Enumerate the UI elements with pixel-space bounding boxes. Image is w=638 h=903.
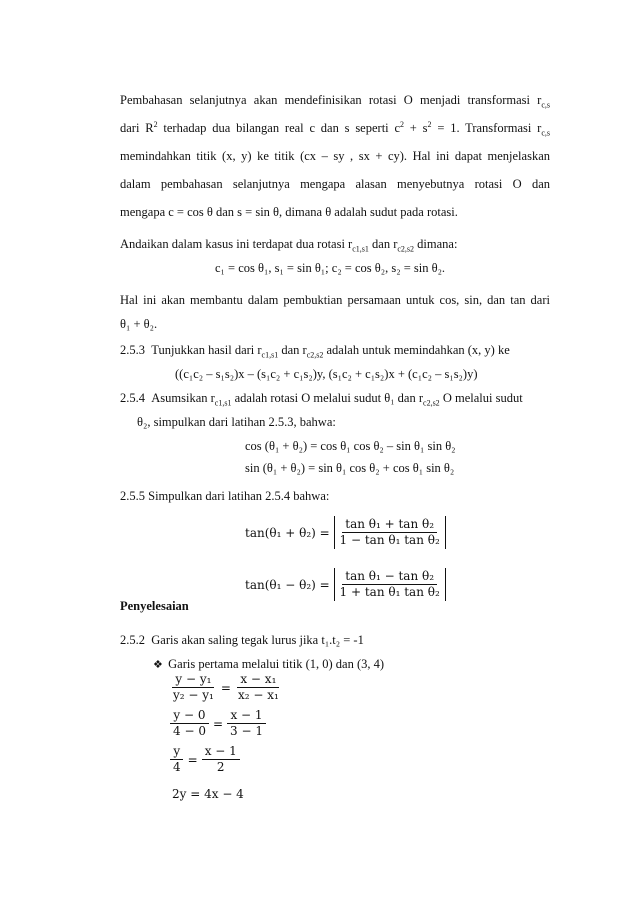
item-2-5-5: 2.5.5 Simpulkan dari latihan 2.5.4 bahwa: <box>120 489 330 503</box>
eq1-right-num: x − x₁ <box>237 672 279 688</box>
tan-sum-numerator: tan θ₁ + tan θ₂ <box>342 517 437 533</box>
item-2-5-4: 2.5.4 Asumsikan $r_{c1,s1}$ adalah rotasi O melalui sudut θ₁ dan $r_{c2,s2}$ O melalui sudut <box>120 391 523 408</box>
eq3-equals: = <box>187 752 198 767</box>
line-equation-substituted <box>170 708 266 739</box>
p1-line-5: mengapa c = cos θ dan s = sin θ, dimana θ adalah sudut pada rotasi. <box>120 205 458 219</box>
solution-heading: Penyelesaian <box>120 599 189 613</box>
line-equation-result: 2y = 4x − 4 <box>172 787 244 801</box>
eq2-right-den: 3 − 1 <box>230 724 263 738</box>
p1-line-1: Pembahasan selanjutnya akan mendefinisikan rotasi O menjadi transformasi $r_{c,s}$ <box>120 93 550 110</box>
line-equation-simplified <box>170 744 240 775</box>
tan-diff-denominator: 1 + tan θ₁ tan θ₂ <box>339 585 440 599</box>
eq1-equals: = <box>220 680 231 695</box>
eq3-left-num: y <box>170 744 183 760</box>
eq1-right-fraction <box>235 672 282 703</box>
cos-sum-identity: cos (θ₁ + θ₂) = cos θ₁ cos θ₂ – sin θ₁ sin θ₂ <box>245 439 456 453</box>
eq1-left-num: y − y₁ <box>172 672 214 688</box>
eq2-equals: = <box>212 716 224 731</box>
p3-line-1: Hal ini akan membantu dalam pembuktian persamaan untuk cos, sin, dan tan dari <box>120 293 550 307</box>
eq3-left-den: 4 <box>173 760 181 774</box>
tan-sum-identity <box>245 516 446 549</box>
tan-sum-lhs: tan(θ₁ + θ₂) = <box>245 525 330 540</box>
eq1-left-fraction <box>170 672 217 703</box>
eq2-left-num: y − 0 <box>170 708 208 724</box>
tan-sum-abs <box>334 516 446 549</box>
tan-diff-numerator: tan θ₁ − tan θ₂ <box>342 569 437 585</box>
tan-diff-lhs: tan(θ₁ − θ₂) = <box>245 577 330 592</box>
line-equation-general <box>170 672 282 703</box>
p3-line-2: θ₁ + θ₂. <box>120 317 158 331</box>
eq1-right-den: x₂ − x₁ <box>237 688 279 702</box>
eq2-right-num: x − 1 <box>227 708 265 724</box>
eq2-left-fraction <box>170 708 209 739</box>
tan-diff-abs <box>334 568 446 601</box>
eq2-left-den: 4 − 0 <box>173 724 206 738</box>
p1-line-2: dari $R^2$ terhadap dua bilangan real c dan s seperti $c^2 + s^2 = 1$. Transformasi $r_{c,s}$ <box>120 119 550 138</box>
tan-sum-fraction <box>337 517 443 548</box>
eq2-right-fraction <box>227 708 266 739</box>
eq3-right-num: x − 1 <box>202 744 240 760</box>
diamond-bullet-icon: ❖ <box>153 659 163 671</box>
item-2-5-4-line-2: θ₂, simpulkan dari latihan 2.5.3, bahwa: <box>137 415 336 429</box>
bullet-line: ❖ Garis pertama melalui titik (1, 0) dan (3, 4) <box>153 657 385 671</box>
eq1-left-den: y₂ − y₁ <box>173 688 214 702</box>
eq3-left-fraction <box>170 744 184 775</box>
tan-diff-fraction <box>337 569 443 600</box>
p1-line-4: dalam pembahasan selanjutnya mengapa alasan menyebutnya rotasi O dan <box>120 177 550 191</box>
eq3-right-fraction <box>202 744 240 775</box>
tan-diff-identity <box>245 568 446 601</box>
item-2-5-3: 2.5.3 Tunjukkan hasil dari $r_{c1,s1}$ dan $r_{c2,s2}$ adalah untuk memindahkan (x, y) ke <box>120 343 510 360</box>
p2-line-2: c₁ = cos θ₁, s₁ = sin θ₁; c₂ = cos θ₂, s₂ = sin θ₂. <box>215 261 446 275</box>
p2-line-1: Andaikan dalam kasus ini terdapat dua rotasi $r_{c1,s1}$ dan $r_{c2,s2}$ dimana: <box>120 237 458 254</box>
item-2-5-3-formula: ((c₁c₂ – s₁s₂)x – (s₁c₂ + c₁s₂)y, (s₁c₂ + c₁s₂)x + (c₁c₂ – s₁s₂)y) <box>175 367 478 381</box>
tan-sum-denominator: 1 − tan θ₁ tan θ₂ <box>339 533 440 547</box>
item-2-5-2: 2.5.2 Garis akan saling tegak lurus jika t₁.t₂ = -1 <box>120 633 364 647</box>
eq3-right-den: 2 <box>216 760 225 774</box>
sin-sum-identity: sin (θ₁ + θ₂) = sin θ₁ cos θ₂ + cos θ₁ sin θ₂ <box>245 461 455 475</box>
p1-line-3: memindahkan titik (x, y) ke titik (cx – sy , sx + cy). Hal ini dapat menjelaskan <box>120 149 550 163</box>
